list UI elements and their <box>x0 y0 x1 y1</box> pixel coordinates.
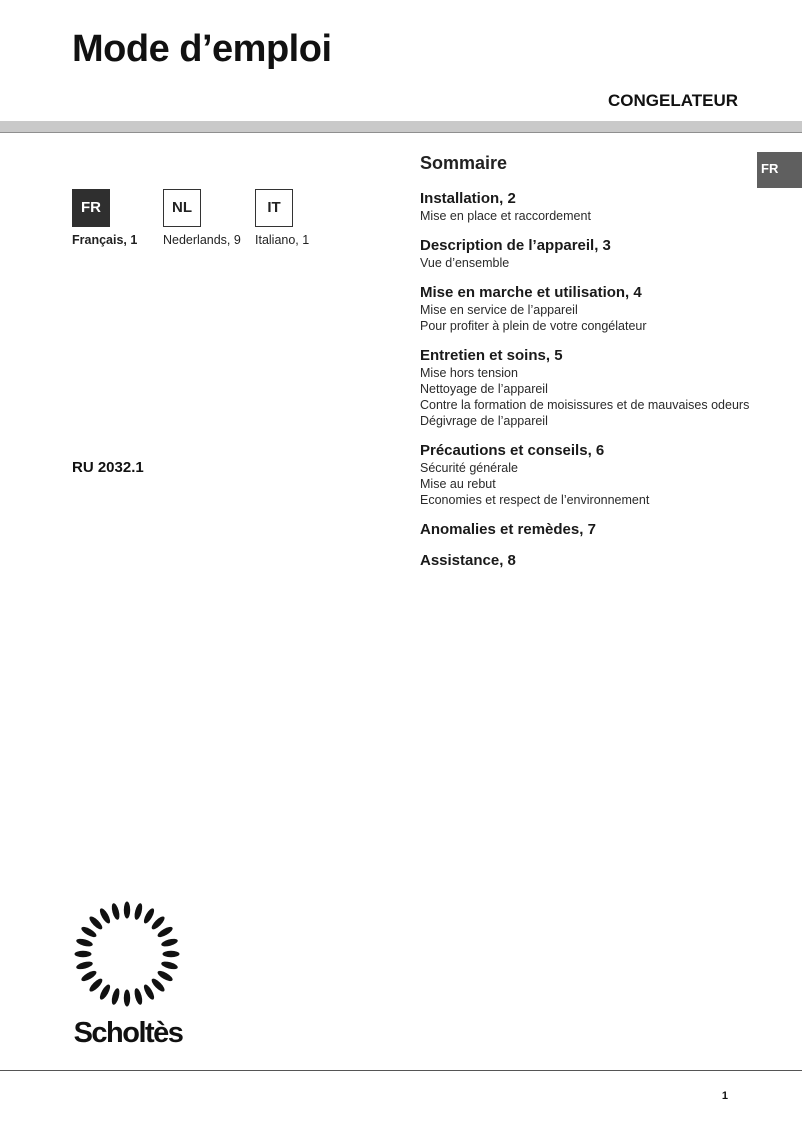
toc-item: Mise hors tension <box>420 366 518 380</box>
language-button-nl[interactable]: NL <box>163 189 201 227</box>
toc-item: Mise au rebut <box>420 477 496 491</box>
toc-section <box>420 189 760 224</box>
language-button-fr[interactable]: FR <box>72 189 110 227</box>
logo-ray <box>150 977 167 994</box>
toc-section-title[interactable]: Description de l’appareil, 3 <box>420 237 611 254</box>
logo-ray <box>98 983 112 1001</box>
toc-item: Contre la formation de moisissures et de mauvaises odeurs <box>420 398 750 412</box>
logo-ray <box>88 977 105 994</box>
logo-ray <box>75 937 93 948</box>
logo-ray <box>80 925 98 939</box>
toc-section <box>420 441 760 508</box>
model-number: RU 2032.1 <box>72 459 144 476</box>
toc-heading: Sommaire <box>420 153 508 173</box>
page-number: 1 <box>721 1090 728 1102</box>
toc-section <box>420 551 760 570</box>
logo-ray <box>110 902 121 920</box>
sunburst-logo-icon <box>70 897 184 1011</box>
logo-ray <box>124 990 130 1007</box>
language-button-it[interactable]: IT <box>255 189 293 227</box>
page-title: Mode d’emploi <box>72 28 332 70</box>
logo-ray <box>80 969 98 983</box>
footer-divider <box>0 1070 802 1071</box>
toc-section <box>420 236 760 271</box>
logo-ray <box>142 907 156 925</box>
language-side-tab: FR <box>757 152 802 188</box>
logo-ray <box>156 969 174 983</box>
product-type: CONGELATEUR <box>607 91 738 110</box>
toc-section-title[interactable]: Installation, 2 <box>420 190 516 207</box>
logo-ray <box>150 915 167 932</box>
toc-section-title[interactable]: Anomalies et remèdes, 7 <box>420 521 596 538</box>
logo-ray <box>133 987 144 1005</box>
logo-ray <box>142 983 156 1001</box>
toc-section-title[interactable]: Entretien et soins, 5 <box>420 347 563 364</box>
toc-item: Dégivrage de l’appareil <box>420 414 548 428</box>
toc-item: Sécurité générale <box>420 461 518 475</box>
logo-ray <box>160 937 178 948</box>
logo-ray <box>133 902 144 920</box>
toc-section-title[interactable]: Précautions et conseils, 6 <box>420 442 605 459</box>
logo-ray <box>124 902 130 919</box>
language-label-fr: Français, 1 <box>72 233 138 247</box>
toc-item: Mise en place et raccordement <box>420 209 591 223</box>
logo-ray <box>88 915 105 932</box>
logo-ray <box>98 907 112 925</box>
logo-ray <box>75 960 93 971</box>
toc-section-title[interactable]: Assistance, 8 <box>420 552 516 569</box>
table-of-contents <box>420 152 760 570</box>
logo-ray <box>75 951 92 957</box>
toc-section <box>420 520 760 539</box>
toc-section <box>420 283 760 334</box>
toc-section-title[interactable]: Mise en marche et utilisation, 4 <box>420 284 642 301</box>
toc-item: Nettoyage de l’appareil <box>420 382 548 396</box>
logo-ray <box>110 987 121 1005</box>
language-label-nl: Nederlands, 9 <box>163 233 241 247</box>
language-label-it: Italiano, 1 <box>255 233 310 247</box>
header-divider <box>0 121 802 133</box>
toc-item: Mise en service de l’appareil <box>420 303 578 317</box>
logo-ray <box>160 960 178 971</box>
toc-item: Vue d’ensemble <box>420 256 510 270</box>
toc-item: Pour profiter à plein de votre congélateur <box>420 319 647 333</box>
logo-ray <box>163 951 180 957</box>
toc-section <box>420 346 760 429</box>
toc-item: Economies et respect de l’environnement <box>420 493 650 507</box>
brand-logo-text: Scholtès <box>73 1017 183 1049</box>
logo-ray <box>156 925 174 939</box>
